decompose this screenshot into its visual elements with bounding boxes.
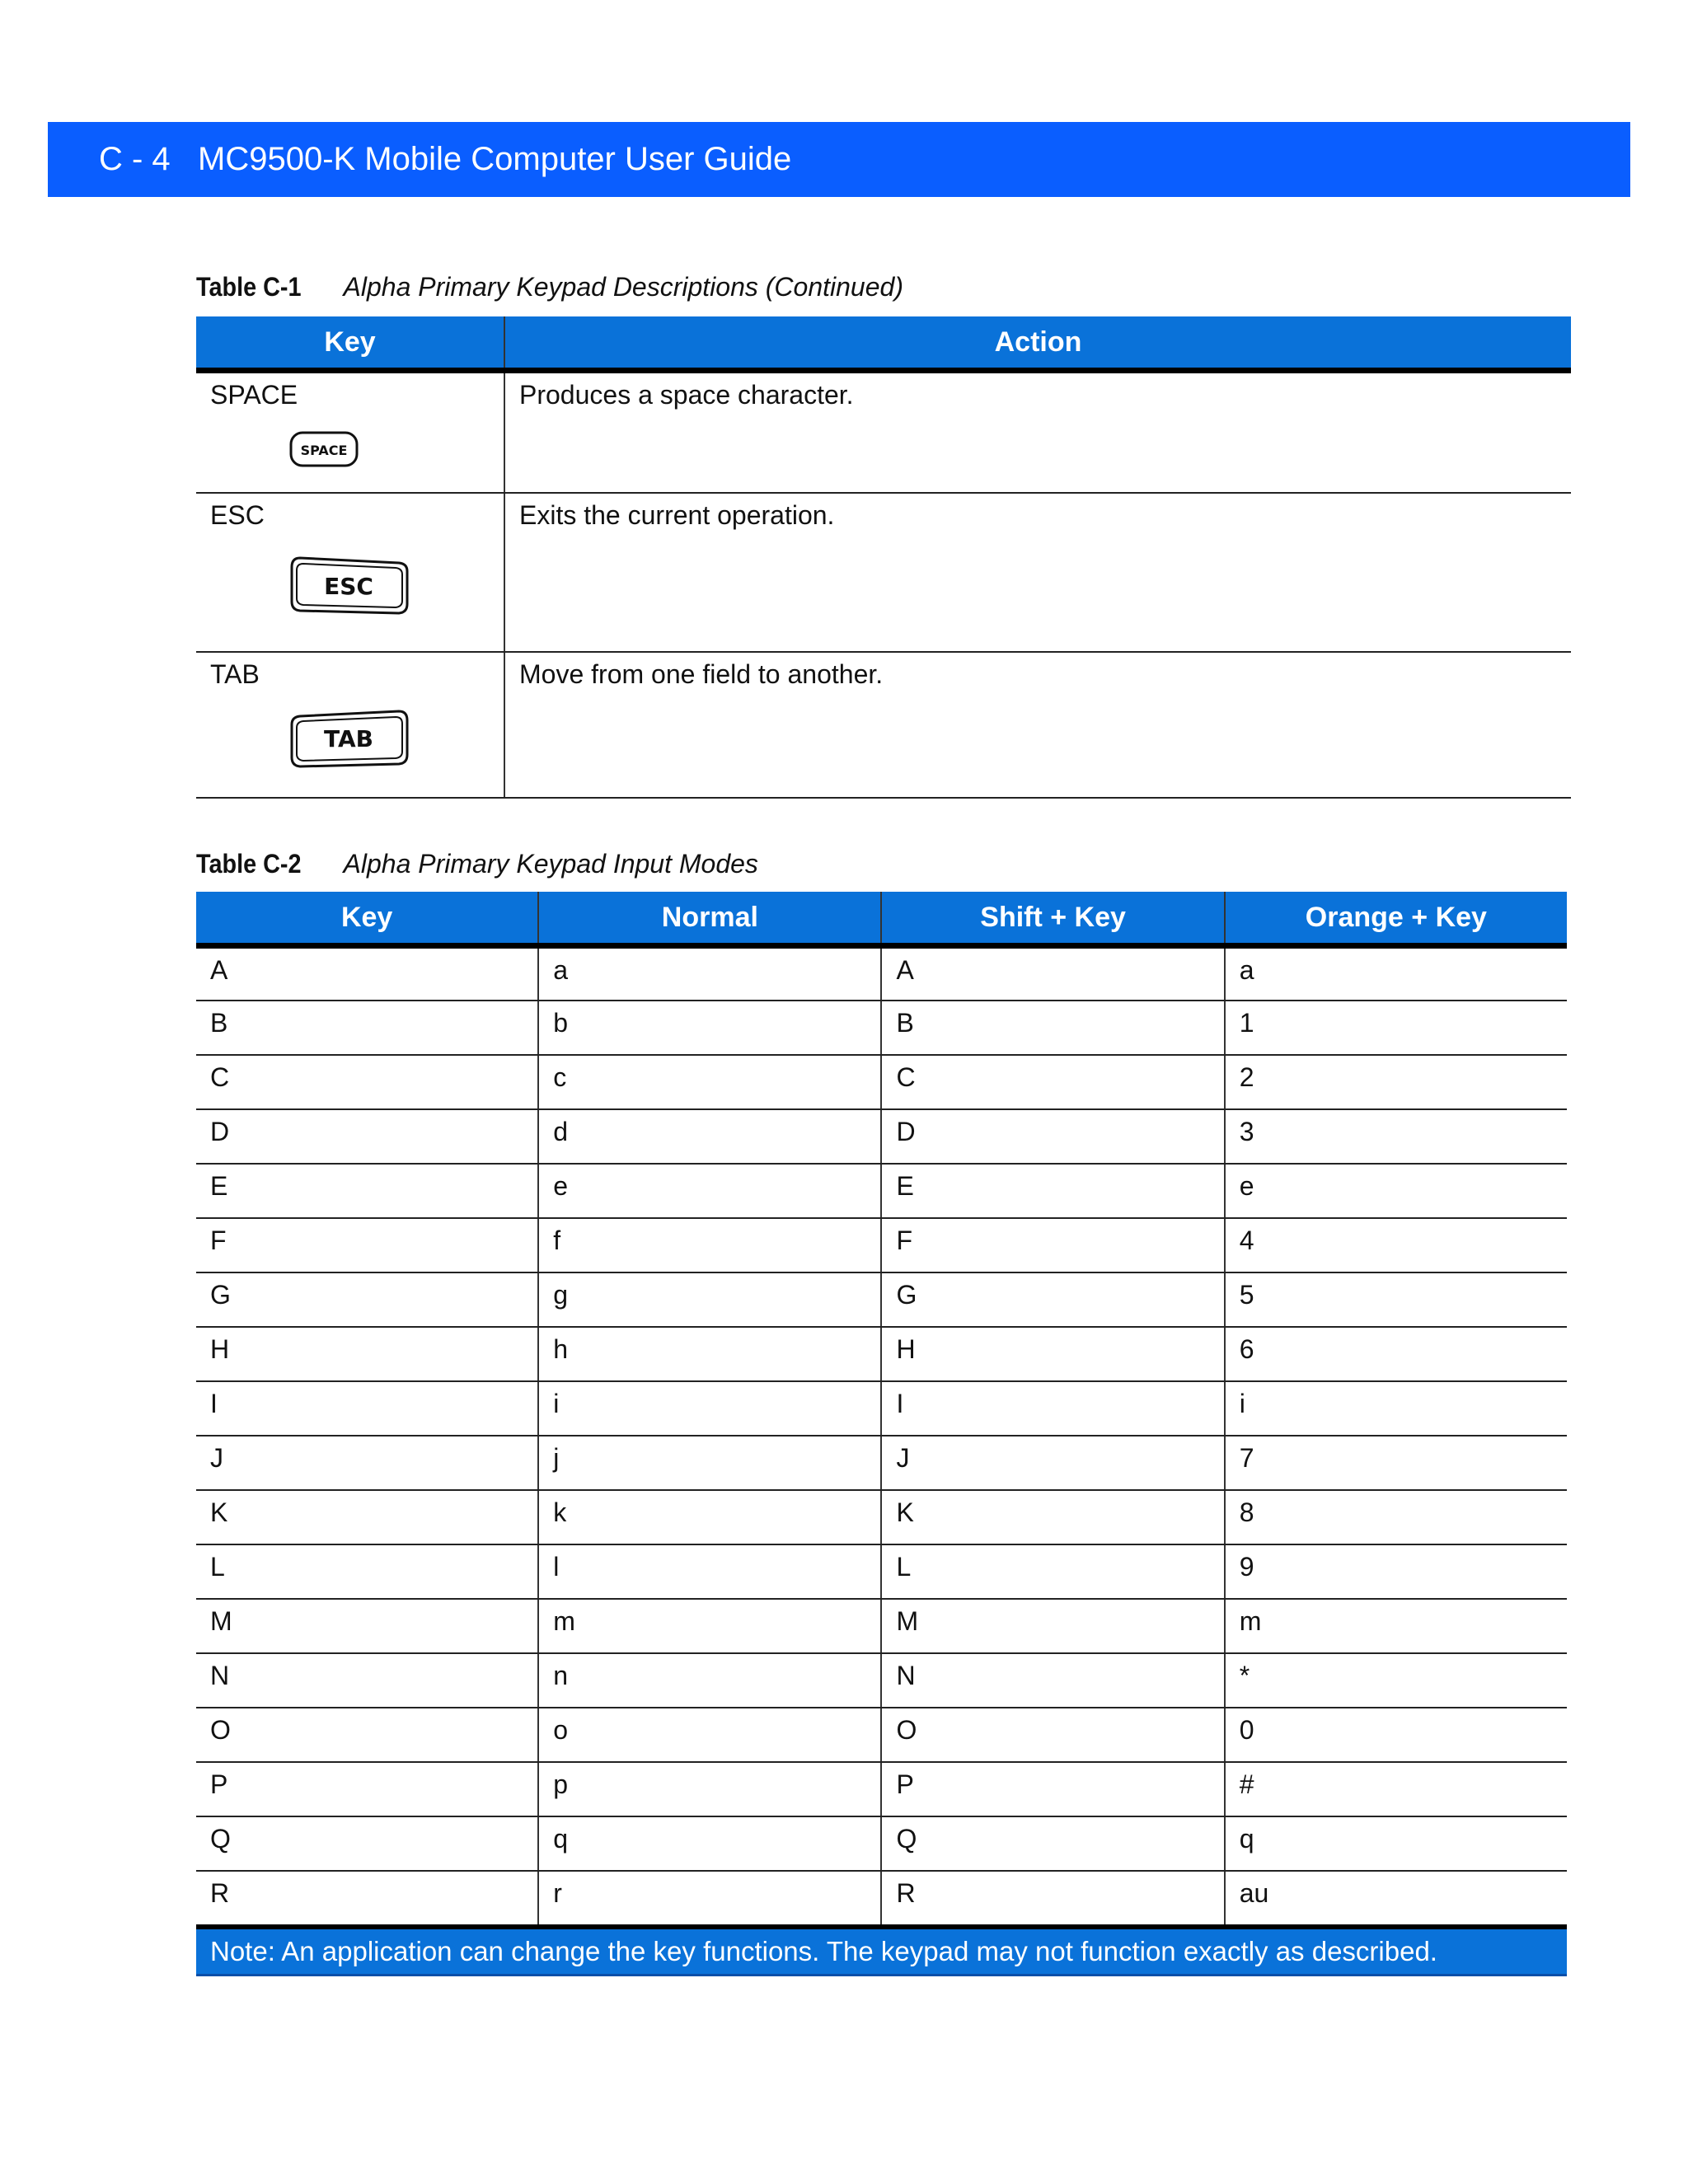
shift-cell: B <box>881 1001 1224 1055</box>
orange-cell: * <box>1225 1653 1567 1708</box>
normal-cell: p <box>538 1762 881 1816</box>
esc-key-icon <box>288 555 410 617</box>
table-row <box>196 1708 1567 1762</box>
shift-cell: Q <box>881 1816 1224 1871</box>
key-cell: J <box>196 1436 538 1490</box>
shift-cell: L <box>881 1544 1224 1599</box>
table-row <box>196 493 1571 652</box>
table-row <box>196 1871 1567 1925</box>
orange-cell: 5 <box>1225 1272 1567 1327</box>
key-cell: O <box>196 1708 538 1762</box>
table-row <box>196 946 1567 1001</box>
normal-cell: e <box>538 1164 881 1218</box>
key-cell: K <box>196 1490 538 1544</box>
normal-cell: r <box>538 1871 881 1925</box>
shift-cell: F <box>881 1218 1224 1272</box>
key-cell: P <box>196 1762 538 1816</box>
table-row <box>196 1001 1567 1055</box>
orange-cell: 3 <box>1225 1109 1567 1164</box>
orange-cell: 2 <box>1225 1055 1567 1109</box>
normal-cell: k <box>538 1490 881 1544</box>
orange-cell: a <box>1225 946 1567 1001</box>
esc-key-label: ESC <box>324 573 373 600</box>
orange-cell: # <box>1225 1762 1567 1816</box>
table-c2 <box>196 892 1567 1926</box>
key-cell: G <box>196 1272 538 1327</box>
page-number: C - 4 <box>99 141 171 177</box>
key-cell: M <box>196 1599 538 1653</box>
normal-cell: c <box>538 1055 881 1109</box>
normal-cell: q <box>538 1816 881 1871</box>
normal-cell: d <box>538 1109 881 1164</box>
table-row <box>196 1490 1567 1544</box>
table-row <box>196 1109 1567 1164</box>
orange-cell: 8 <box>1225 1490 1567 1544</box>
shift-cell: M <box>881 1599 1224 1653</box>
table-c2-header-key: Key <box>196 892 538 946</box>
shift-cell: J <box>881 1436 1224 1490</box>
normal-cell: g <box>538 1272 881 1327</box>
shift-cell: A <box>881 946 1224 1001</box>
normal-cell: m <box>538 1599 881 1653</box>
key-cell: D <box>196 1109 538 1164</box>
table-row <box>196 1381 1567 1436</box>
table-row <box>196 1218 1567 1272</box>
shift-cell: I <box>881 1381 1224 1436</box>
table-c2-title: Alpha Primary Keypad Input Modes <box>343 849 758 879</box>
shift-cell: H <box>881 1327 1224 1381</box>
table-c1-caption <box>196 272 903 302</box>
normal-cell: h <box>538 1327 881 1381</box>
table-row <box>196 1272 1567 1327</box>
key-cell <box>196 652 504 798</box>
key-cell: C <box>196 1055 538 1109</box>
tab-key-icon <box>288 708 410 771</box>
table-c1-label: Table C-1 <box>196 272 302 302</box>
table-row <box>196 1762 1567 1816</box>
table-c2-header-normal: Normal <box>538 892 881 946</box>
table-row <box>196 1653 1567 1708</box>
orange-cell: i <box>1225 1381 1567 1436</box>
space-key-icon <box>288 429 359 470</box>
key-name: TAB <box>210 659 260 689</box>
key-cell: E <box>196 1164 538 1218</box>
table-c2-note: Note: An application can change the key functions. The keypad may not function exactly as described. <box>196 1924 1567 1976</box>
table-c2-header-shift: Shift + Key <box>881 892 1224 946</box>
orange-cell: m <box>1225 1599 1567 1653</box>
shift-cell: P <box>881 1762 1224 1816</box>
table-row <box>196 1544 1567 1599</box>
normal-cell: a <box>538 946 881 1001</box>
orange-cell: 9 <box>1225 1544 1567 1599</box>
shift-cell: N <box>881 1653 1224 1708</box>
key-cell <box>196 493 504 652</box>
tab-key-label: TAB <box>324 725 373 752</box>
key-cell: Q <box>196 1816 538 1871</box>
normal-cell: o <box>538 1708 881 1762</box>
table-c1-header-action: Action <box>504 316 1571 371</box>
orange-cell: 1 <box>1225 1001 1567 1055</box>
orange-cell: 0 <box>1225 1708 1567 1762</box>
normal-cell: f <box>538 1218 881 1272</box>
orange-cell: 7 <box>1225 1436 1567 1490</box>
orange-cell: q <box>1225 1816 1567 1871</box>
shift-cell: K <box>881 1490 1224 1544</box>
key-name: ESC <box>210 500 265 530</box>
table-row <box>196 1327 1567 1381</box>
table-row <box>196 1164 1567 1218</box>
shift-cell: O <box>881 1708 1224 1762</box>
normal-cell: i <box>538 1381 881 1436</box>
table-c2-body <box>196 946 1567 1925</box>
normal-cell: l <box>538 1544 881 1599</box>
key-cell: F <box>196 1218 538 1272</box>
action-cell: Exits the current operation. <box>504 493 1571 652</box>
table-c1-title: Alpha Primary Keypad Descriptions (Continued) <box>343 272 903 302</box>
document-title: MC9500-K Mobile Computer User Guide <box>198 141 792 177</box>
key-cell <box>196 371 504 494</box>
space-key-label: SPACE <box>300 443 348 458</box>
shift-cell: D <box>881 1109 1224 1164</box>
key-cell: B <box>196 1001 538 1055</box>
table-row <box>196 371 1571 494</box>
table-c2-label: Table C-2 <box>196 849 302 879</box>
normal-cell: b <box>538 1001 881 1055</box>
key-cell: A <box>196 946 538 1001</box>
table-c2-header-orange: Orange + Key <box>1225 892 1567 946</box>
table-c2-caption <box>196 849 758 879</box>
key-name: SPACE <box>210 380 298 410</box>
key-cell: H <box>196 1327 538 1381</box>
table-row <box>196 1436 1567 1490</box>
key-cell: N <box>196 1653 538 1708</box>
orange-cell: e <box>1225 1164 1567 1218</box>
table-row <box>196 652 1571 798</box>
normal-cell: j <box>538 1436 881 1490</box>
key-cell: I <box>196 1381 538 1436</box>
action-cell: Produces a space character. <box>504 371 1571 494</box>
orange-cell: 4 <box>1225 1218 1567 1272</box>
shift-cell: C <box>881 1055 1224 1109</box>
shift-cell: E <box>881 1164 1224 1218</box>
table-c1 <box>196 316 1571 799</box>
table-row <box>196 1599 1567 1653</box>
action-cell: Move from one field to another. <box>504 652 1571 798</box>
normal-cell: n <box>538 1653 881 1708</box>
table-row <box>196 1055 1567 1109</box>
key-cell: L <box>196 1544 538 1599</box>
table-c1-header-key: Key <box>196 316 504 371</box>
table-row <box>196 1816 1567 1871</box>
page-header-bar <box>48 122 1630 197</box>
orange-cell: au <box>1225 1871 1567 1925</box>
key-cell: R <box>196 1871 538 1925</box>
orange-cell: 6 <box>1225 1327 1567 1381</box>
shift-cell: G <box>881 1272 1224 1327</box>
shift-cell: R <box>881 1871 1224 1925</box>
